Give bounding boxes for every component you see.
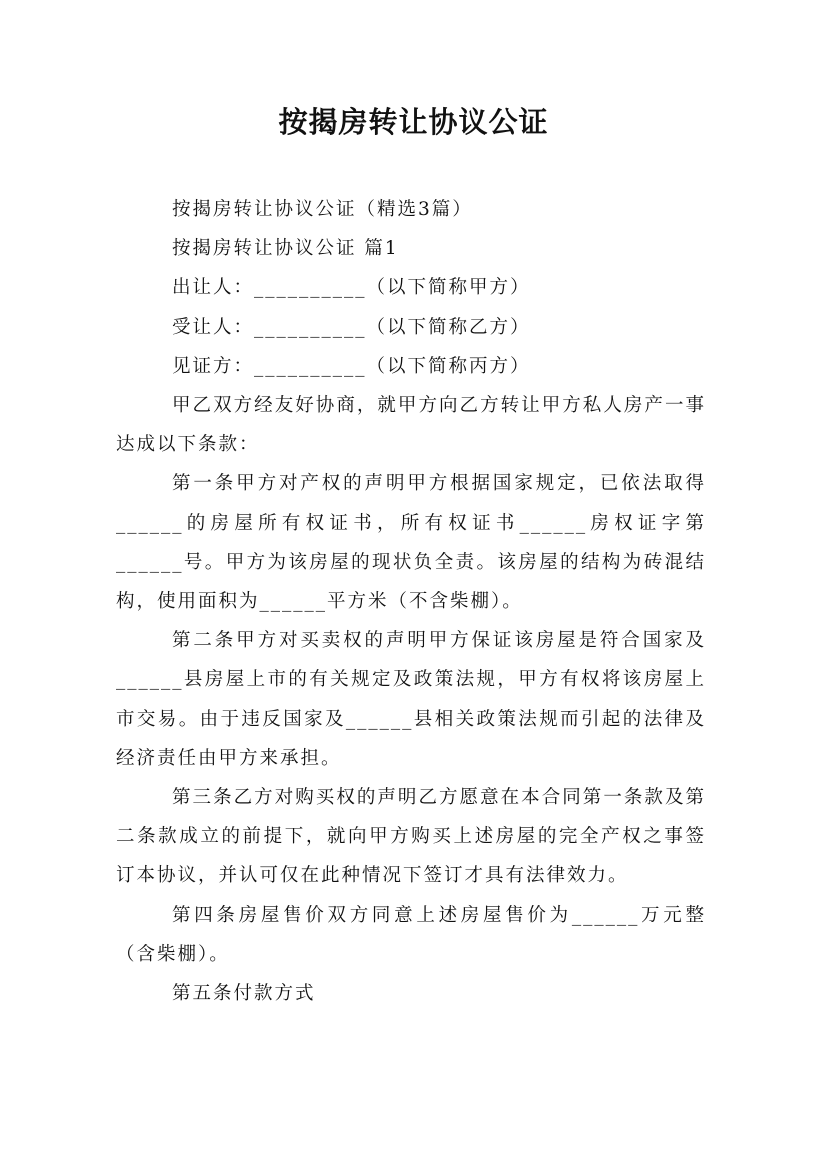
article-2: 第二条甲方对买卖权的声明甲方保证该房屋是符合国家及______县房屋上市的有关规定及政策法规，甲方有权将该房屋上市交易。由于违反国家及______县相关政策法规而引起的法律及经济责任由甲方来承担。	[116, 630, 706, 769]
section-heading: 按揭房转让协议公证 篇1	[172, 238, 399, 260]
agreement-intro: 甲乙双方经友好协商，就甲方向乙方转让甲方私人房产一事达成以下条款：	[116, 395, 706, 456]
document-title: 按揭房转让协议公证	[278, 105, 549, 139]
document-subtitle: 按揭房转让协议公证（精选3篇）	[172, 199, 473, 220]
party-transferor: 出让人：__________（以下简称甲方）	[172, 277, 531, 299]
article-4: 第四条房屋售价双方同意上述房屋售价为______万元整（含柴棚）。	[116, 904, 706, 965]
article-1: 第一条甲方对产权的声明甲方根据国家规定，已依法取得______的房屋所有权证书，所有权证书______房权证字第______号。甲方为该房屋的现状负全责。该房屋的结构为砖混结构，使用面积为______平方米（不含柴棚）。	[116, 473, 706, 613]
document-body	[116, 190, 706, 1013]
article-3: 第三条乙方对购买权的声明乙方愿意在本合同第一条款及第二条款成立的前提下，就向甲方购买上述房屋的完全产权之事签订本协议，并认可仅在此种情况下签订才具有法律效力。	[116, 787, 706, 887]
article-5-heading: 第五条付款方式	[172, 983, 316, 1005]
party-transferee: 受让人：__________（以下简称乙方）	[172, 316, 531, 338]
party-witness: 见证方：__________（以下简称丙方）	[172, 355, 531, 377]
